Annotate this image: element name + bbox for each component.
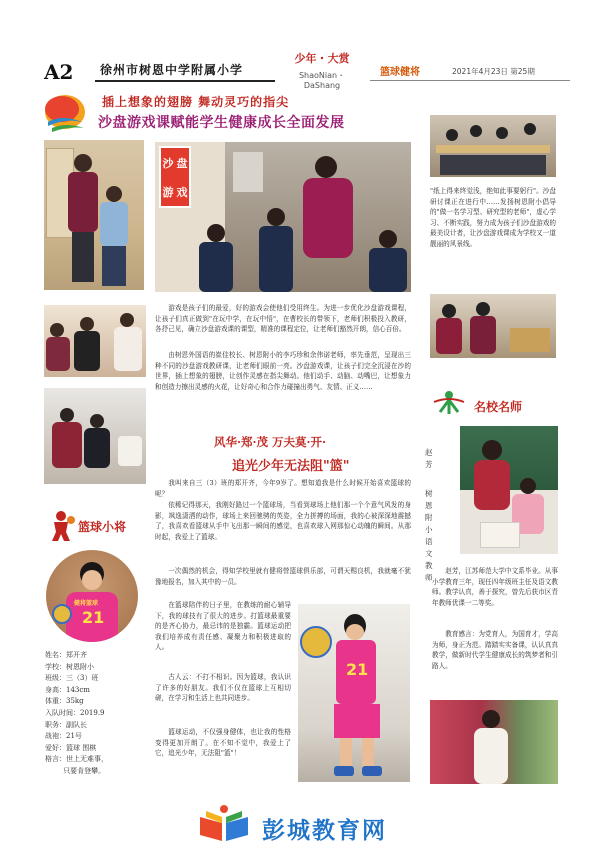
header-underline bbox=[370, 80, 570, 81]
basketball-player-icon bbox=[46, 510, 76, 542]
article2-title: 追光少年无法阻"篮" bbox=[232, 459, 350, 474]
profile-row: 战袍： 21号 bbox=[45, 732, 82, 741]
header-rule bbox=[95, 80, 275, 82]
profile-row: 只要肯登攀。 bbox=[63, 766, 106, 775]
profile-row: 职务： 副队长 bbox=[45, 720, 87, 729]
star-profile bbox=[45, 650, 140, 778]
teacher-name: 赵芳 bbox=[425, 448, 433, 469]
board-char-4: 戏 bbox=[176, 185, 188, 199]
column-title-cn: 少年・大赏 bbox=[294, 52, 350, 65]
profile-row: 身高： 143cm bbox=[45, 685, 90, 694]
article1-title: 沙盘游戏课赋能学生健康成长全面发展 bbox=[98, 115, 345, 131]
star-heading: 篮球小将 bbox=[78, 520, 127, 534]
article1-quote: "纸上得来终觉浅，绝知此事要躬行"。沙盘研讨课正在进行中……发扬树恩附小倡导的"做一名学习型、研究型的老师"，虚心学习、不断实践，努力成为孩子们沙盘游戏的最美设计者，让沙盘游戏课成为学校又一道靓丽的风景线。 bbox=[430, 187, 556, 248]
column-tag: 篮球健将 bbox=[380, 67, 420, 78]
article2-para-1: 我叫来自三（3）班的郑开齐，今年9岁了。想知道我是什么时候开始喜欢篮球的呢？ bbox=[155, 479, 411, 498]
article2-subtitle: 风华·郑·茂 万夫莫·开· bbox=[214, 435, 327, 449]
article1-subtitle: 插上想象的翅膀 舞动灵巧的指尖 bbox=[102, 95, 290, 109]
article2-para-6: 篮球运动，不仅强身健体，也让我的性格变得更加开朗了。在不知不觉中，我爱上了它，追光少年，无法阻"篮"！ bbox=[155, 728, 291, 758]
teacher-role: 树恩附小语文教师 bbox=[425, 489, 433, 582]
edu-network-logo-icon bbox=[196, 803, 252, 843]
photo-basketball-boy bbox=[298, 604, 410, 782]
article1-para1: 游戏是孩子们的最爱，好的游戏会使他们受用终生。为进一步优化沙盘游戏课程，让孩子们真正做到"在玩中学，在玩中悟"，在曹校长的带领下，老师们积极投入教研，各抒己见，确立沙盘游戏课的课型，精准的课程定位，让老师们豁然开朗，信心百倍。 bbox=[155, 304, 411, 334]
photo-teachers-desk bbox=[44, 305, 146, 377]
article2-para-4: 在篮球陪伴的日子里，在教练的耐心辅导下，我的球技有了很大的进步。打篮球最重要的是齐心协力，最忌讳的是独霸。篮球运动把我们培养成有责任感、凝聚力和积极进取的人。 bbox=[155, 601, 291, 652]
article1-para2: 由树恩外国语的崔佳校长、树恩附小的李巧珍和余伟诺老师，率先垂范，呈现出三种不同的沙盘游戏教研课，让老师们眼前一亮。沙盘游戏课，让孩子们完全沉浸在沙的世界，插上想象的翅膀，让创作灵感在指尖舞动。他们动手、动脑、动嘴巴，让想象力和创造力擦出灵感的火花，让好奇心和合作力碰撞出勇气、友情、正义…… bbox=[155, 351, 411, 391]
profile-row: 入队时间： 2019.9 bbox=[45, 708, 105, 717]
photo-teacher-student bbox=[460, 426, 558, 554]
photo-students-sandbox bbox=[430, 294, 556, 358]
jersey-number-action: 21 bbox=[346, 660, 369, 679]
board-char-1: 沙 bbox=[162, 156, 174, 170]
profile-row: 格言： 世上无难事， bbox=[45, 755, 108, 764]
photo-sandbox-class bbox=[44, 388, 146, 484]
profile-row: 学校： 树恩附小 bbox=[45, 662, 94, 671]
teacher-motto: 教育感言：为党育人，为国育才，学高为师，身正为范。踏踏实实备课，认认真真教学，做新时代学生健康成长的筑梦者和引路人。 bbox=[432, 630, 558, 670]
profile-row: 爱好： 篮球 围棋 bbox=[45, 743, 97, 752]
issue-date: 2021年4月23日 第25期 bbox=[452, 67, 535, 76]
school-name: 徐州市树恩中学附属小学 bbox=[100, 63, 244, 77]
footer-brand: 彭城教育网 bbox=[262, 818, 387, 844]
board-char-2: 盘 bbox=[176, 156, 188, 170]
photo-teacher-portrait bbox=[430, 700, 558, 784]
article2-para-3: 一次偶然的机会，得知学校里就有健将營篮球俱乐部，可谓天赐良机，我就毫不犹豫地报名，加入其中的一员。 bbox=[155, 567, 411, 586]
profile-row: 姓名： 郑开齐 bbox=[45, 651, 87, 659]
photo-classroom bbox=[430, 115, 556, 177]
famous-teacher-icon bbox=[432, 390, 466, 416]
teacher-bio: 赵芳，江苏师范大学中文系毕业。从事小学教育三年，现任四年级班主任及语文教师。教学认真，善于探究，曾先后获市区青年教师优课一二等奖。 bbox=[432, 567, 558, 607]
board-char-3: 游 bbox=[162, 185, 174, 199]
school-logo-icon bbox=[42, 92, 88, 136]
profile-row: 班级： 三（3）班 bbox=[45, 674, 99, 683]
column-title-pinyin: ShaoNian・DaShang bbox=[298, 71, 346, 90]
article2-para-5: 古人云：不打不相识。因为篮球，我认识了许多的好朋友。我们不仅在篮球上互相切磋，在学习和生活上也共同进步。 bbox=[155, 673, 291, 703]
teacher-heading: 名校名师 bbox=[474, 400, 523, 414]
page-label: A2 bbox=[44, 60, 74, 84]
column-title bbox=[282, 50, 362, 90]
profile-row: 体重： 35kg bbox=[45, 697, 84, 706]
jersey-text: 健将篮球 bbox=[74, 600, 99, 607]
photo-teacher-boy bbox=[44, 140, 144, 290]
star-portrait bbox=[46, 550, 138, 642]
photo-sandbox-lesson bbox=[155, 142, 411, 292]
jersey-number: 21 bbox=[82, 608, 105, 627]
article2-para-2: 依稀记得那天，我刚好路过一个篮球场，当看到球场上他们那一个个意气风发的身影，飒逸潇洒的动作，球场上来回驰骋的英姿，全力拼搏的场面，我的心被深深地震撼了，我喜欢看篮球从手中飞出那一瞬间的感觉，也喜欢球入网那惊心动魄的瞬间。从那时起，我爱上了篮球。 bbox=[155, 501, 411, 541]
